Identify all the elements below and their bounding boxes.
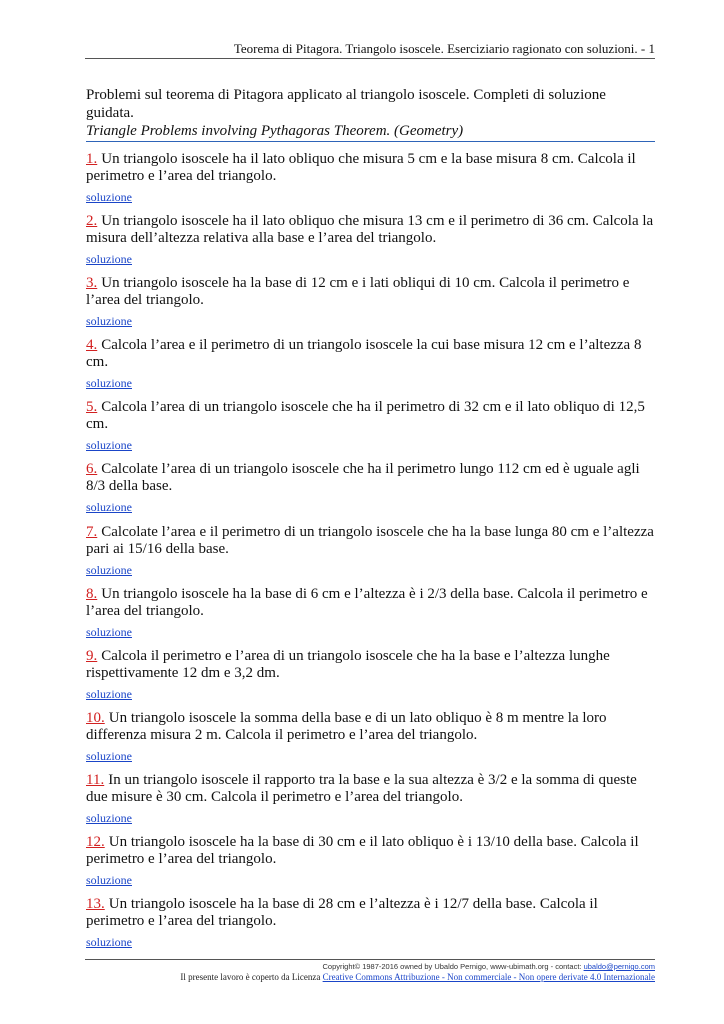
problem-number-link[interactable]: 4. [86, 337, 98, 354]
header-title: Teorema di Pitagora. Triangolo isoscele. Eserciziario ragionato con soluzioni. - 1 [233, 41, 655, 56]
problem-item-7 [86, 524, 656, 586]
intro-subtitle: Triangle Problems involving Pythagoras Theorem. (Geometry) [86, 123, 464, 139]
solution-link-11[interactable]: soluzione [86, 810, 132, 825]
problem-text: Un triangolo isoscele ha il lato obliquo che misura 5 cm e la base misura 8 cm. Calcola il perimetro e l’area del triangolo. [86, 151, 636, 184]
problem-item-10 [86, 710, 656, 772]
problem-number-link[interactable]: 11. [86, 771, 105, 788]
problem-item-13 [86, 896, 656, 958]
problem-number-link[interactable]: 2. [86, 213, 98, 230]
solution-link-6[interactable]: soluzione [86, 500, 132, 515]
problem-number-link[interactable]: 6. [86, 461, 98, 478]
problem-item-3 [86, 275, 656, 337]
problem-text: Calcolate l’area e il perimetro di un triangolo isoscele che ha la base lunga 80 cm e l’altezza pari ai 15/16 della base. [86, 523, 654, 557]
problem-list [86, 151, 656, 958]
problem-number-link[interactable]: 10. [86, 709, 105, 726]
problem-number-link[interactable]: 7. [86, 523, 98, 540]
problem-item-9 [86, 648, 656, 710]
page-header [85, 41, 655, 57]
intro-title: Problemi sul teorema di Pitagora applicato al triangolo isoscele. Completi di soluzione guidata. [86, 87, 606, 121]
intro-section [86, 86, 656, 140]
problem-number-link[interactable]: 3. [86, 275, 98, 292]
problem-text: Un triangolo isoscele ha il lato obliquo che misura 13 cm e il perimetro di 36 cm. Calcola la misura dell’altezza relativa alla base e l’area del triangolo. [86, 213, 654, 247]
footer-license [85, 972, 655, 983]
solution-link-10[interactable]: soluzione [86, 748, 132, 763]
solution-link-4[interactable]: soluzione [86, 376, 132, 391]
problem-item-2 [86, 213, 656, 275]
problem-item-8 [86, 586, 656, 648]
solution-link-13[interactable]: soluzione [86, 935, 132, 950]
solution-link-1[interactable]: soluzione [86, 190, 132, 204]
problem-item-6 [86, 461, 656, 523]
solution-link-8[interactable]: soluzione [86, 624, 132, 639]
contact-email-link[interactable]: ubaldo@pernigo.com [583, 962, 655, 971]
problem-text: Calcola l’area di un triangolo isoscele che ha il perimetro di 32 cm e il lato obliquo di 12,5 cm. [86, 399, 645, 433]
problem-number-link[interactable]: 1. [86, 151, 98, 167]
copyright-text: Copyright© 1987-2016 owned by Ubaldo Pernigo, www-ubimath.org - contact: [322, 962, 582, 971]
solution-link-2[interactable]: soluzione [86, 252, 132, 267]
footer-divider [85, 959, 655, 960]
intro-divider [86, 141, 655, 142]
problem-text: Un triangolo isoscele ha la base di 12 cm e i lati obliqui di 10 cm. Calcola il perimetro e l’area del triangolo. [86, 275, 630, 309]
problem-number-link[interactable]: 5. [86, 399, 98, 416]
license-prefix: Il presente lavoro è coperto da Licenza [180, 972, 321, 982]
problem-text: Calcolate l’area di un triangolo isoscele che ha il perimetro lungo 112 cm ed è uguale agli 8/3 della base. [86, 461, 640, 495]
problem-text: Un triangolo isoscele ha la base di 6 cm e l’altezza è i 2/3 della base. Calcola il perimetro e l’area del triangolo. [86, 585, 648, 619]
problem-number-link[interactable]: 13. [86, 896, 105, 913]
problem-text: Un triangolo isoscele ha la base di 28 cm e l’altezza è i 12/7 della base. Calcola il perimetro e l’area del triangolo. [86, 896, 598, 930]
solution-link-7[interactable]: soluzione [86, 562, 132, 577]
problem-number-link[interactable]: 8. [86, 585, 98, 602]
problem-item-11 [86, 772, 656, 834]
problem-item-12 [86, 834, 656, 896]
problem-text: Calcola l’area e il perimetro di un triangolo isoscele la cui base misura 12 cm e l’altezza 8 cm. [86, 337, 642, 371]
header-divider [85, 58, 655, 59]
problem-item-5 [86, 399, 656, 461]
problem-item-1 [86, 151, 656, 213]
solution-link-12[interactable]: soluzione [86, 873, 132, 888]
problem-text: In un triangolo isoscele il rapporto tra la base e la sua altezza è 3/2 e la somma di queste due misure è 30 cm. Calcola il perimetro e l’area del triangolo. [86, 771, 637, 805]
footer-copyright [85, 962, 655, 971]
solution-link-5[interactable]: soluzione [86, 438, 132, 453]
problem-number-link[interactable]: 12. [86, 834, 105, 851]
license-link[interactable]: Creative Commons Attribuzione - Non commerciale - Non opere derivate 4.0 Internazionale [322, 972, 655, 982]
problem-item-4 [86, 337, 656, 399]
problem-text: Un triangolo isoscele ha la base di 30 cm e il lato obliquo è i 13/10 della base. Calcola il perimetro e l’area del triangolo. [86, 834, 639, 868]
solution-link-9[interactable]: soluzione [86, 686, 132, 701]
problem-text: Calcola il perimetro e l’area di un triangolo isoscele che ha la base e l’altezza lunghe rispettivamente 12 dm e 3,2 dm. [86, 647, 610, 681]
solution-link-3[interactable]: soluzione [86, 314, 132, 329]
problem-text: Un triangolo isoscele la somma della base e di un lato obliquo è 8 m mentre la loro differenza misura 2 m. Calcola il perimetro e l’area del triangolo. [86, 709, 607, 743]
problem-number-link[interactable]: 9. [86, 647, 98, 664]
